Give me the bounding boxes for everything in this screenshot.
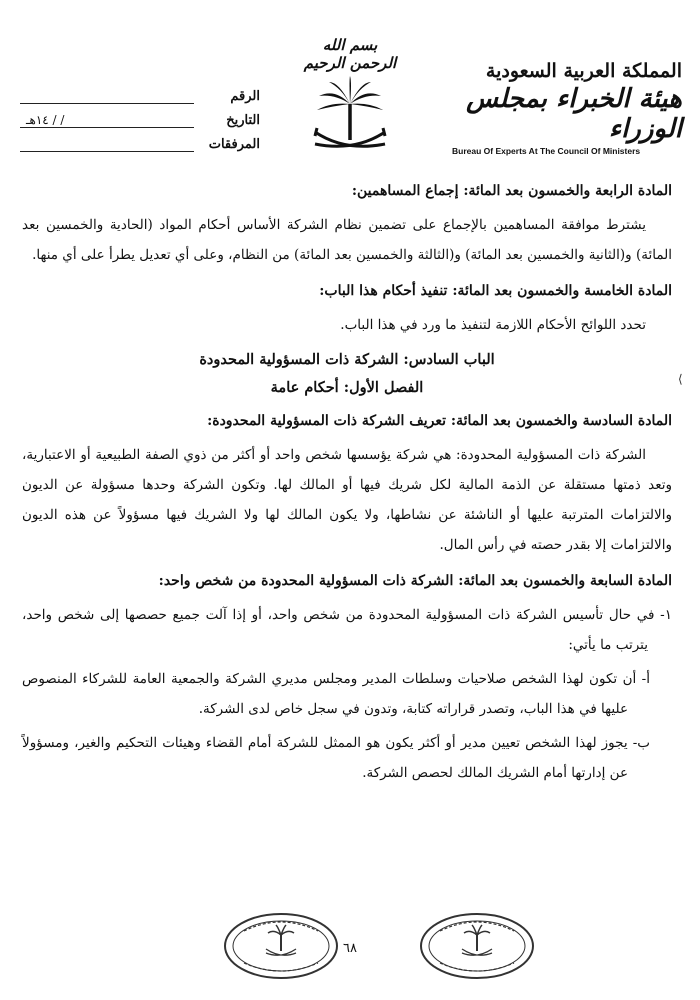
article-154-heading: المادة الرابعة والخمسون بعد المائة: إجماع المساهمين: <box>351 183 672 199</box>
number-line <box>20 89 194 104</box>
letterhead-right <box>452 60 682 156</box>
kingdom-title: المملكة العربية السعودية <box>485 60 682 82</box>
bureau-english-title: Bureau Of Experts At The Council Of Ministers <box>452 146 641 156</box>
article-155-text: تحدد اللوائح الأحكام اللازمة لتنفيذ ما ورد في هذا الباب. <box>340 317 646 333</box>
section-title: الفصل الأول: أحكام عامة <box>270 379 424 396</box>
date-label: التاريخ <box>226 113 260 128</box>
palm-swords-emblem-icon <box>305 74 395 164</box>
article-156-text: الشركة ذات المسؤولية المحدودة: هي شركة يؤسسها شخص واحد أو أكثر من ذوي الصفة الطبيعية أو الاعتبارية، وتعد ذمتها مستقلة عن الذمة المالية لكل شريك فيها أو المالك لها. وتكون الشركة وحدها مسؤولة عن الديون والالتزامات المترتبة عليها أو الناشئة عن نشاطها، ولا يكون المالك لها ولا الشريك فيها مسؤولاً عن هذه الديون والالتزامات إلا بقدر حصته في رأس المال. <box>22 447 672 553</box>
article-157-item-1: ١- في حال تأسيس الشركة ذات المسؤولية المحدودة من شخص واحد، أو إذا آلت جميع حصصها إلى شخص واحد، يترتب ما يأتي: <box>22 607 672 653</box>
article-157-item-b: ب- يجوز لهذا الشخص تعيين مدير أو أكثر يكون هو الممثل للشركة أمام القضاء وهيئات التحكيم والغير، ومسؤولاً عن إدارتها أمام الشريك المالك لحصص الشركة. <box>22 735 650 781</box>
letterhead-emblem <box>300 36 400 168</box>
official-stamp-left <box>222 911 340 981</box>
date-field <box>20 104 260 128</box>
article-156-heading: المادة السادسة والخمسون بعد المائة: تعريف الشركة ذات المسؤولية المحدودة: <box>207 413 672 429</box>
page-number: ٦٨ <box>343 941 357 956</box>
number-label: الرقم <box>230 89 260 104</box>
number-field <box>20 80 260 104</box>
basmala: بسم الله الرحمن الرحيم <box>303 36 397 72</box>
article-157-heading: المادة السابعة والخمسون بعد المائة: الشركة ذات المسؤولية المحدودة من شخص واحد: <box>158 573 672 589</box>
stamp-seal-icon <box>222 911 340 981</box>
stamp-seal-icon <box>418 911 536 981</box>
margin-mark: ⟨ <box>678 372 683 386</box>
article-154-text: يشترط موافقة المساهمين بالإجماع على تضمين نظام الشركة الأساس أحكام المواد (الحادية والخمسين بعد المائة) و(الثانية والخمسين بعد المائة) و(الثالثة والخمسين بعد المائة) من النظام، وعلى أي تعديل يطرأ على أي منها. <box>22 217 672 263</box>
page-footer <box>0 905 700 995</box>
bureau-arabic-title: هيئة الخبراء بمجلس الوزراء <box>466 84 682 144</box>
official-stamp-right <box>418 911 536 981</box>
attachments-label: المرفقات <box>208 137 260 152</box>
article-155-heading: المادة الخامسة والخمسون بعد المائة: تنفيذ أحكام هذا الباب: <box>319 283 672 299</box>
document-body <box>22 176 672 792</box>
article-157-item-a: أ- أن تكون لهذا الشخص صلاحيات وسلطات المدير ومجلس مديري الشركة والجمعية العامة للشركاء المنصوص عليها في هذا الباب، وتصدر قراراته كتابة، وتدون في سجل خاص لدى الشركة. <box>22 671 650 717</box>
date-value: / / ١٤هـ <box>20 113 194 128</box>
chapter-title: الباب السادس: الشركة ذات المسؤولية المحدودة <box>199 351 495 368</box>
reference-fields <box>20 80 260 152</box>
attachments-field <box>20 128 260 152</box>
attachments-line <box>20 137 194 152</box>
